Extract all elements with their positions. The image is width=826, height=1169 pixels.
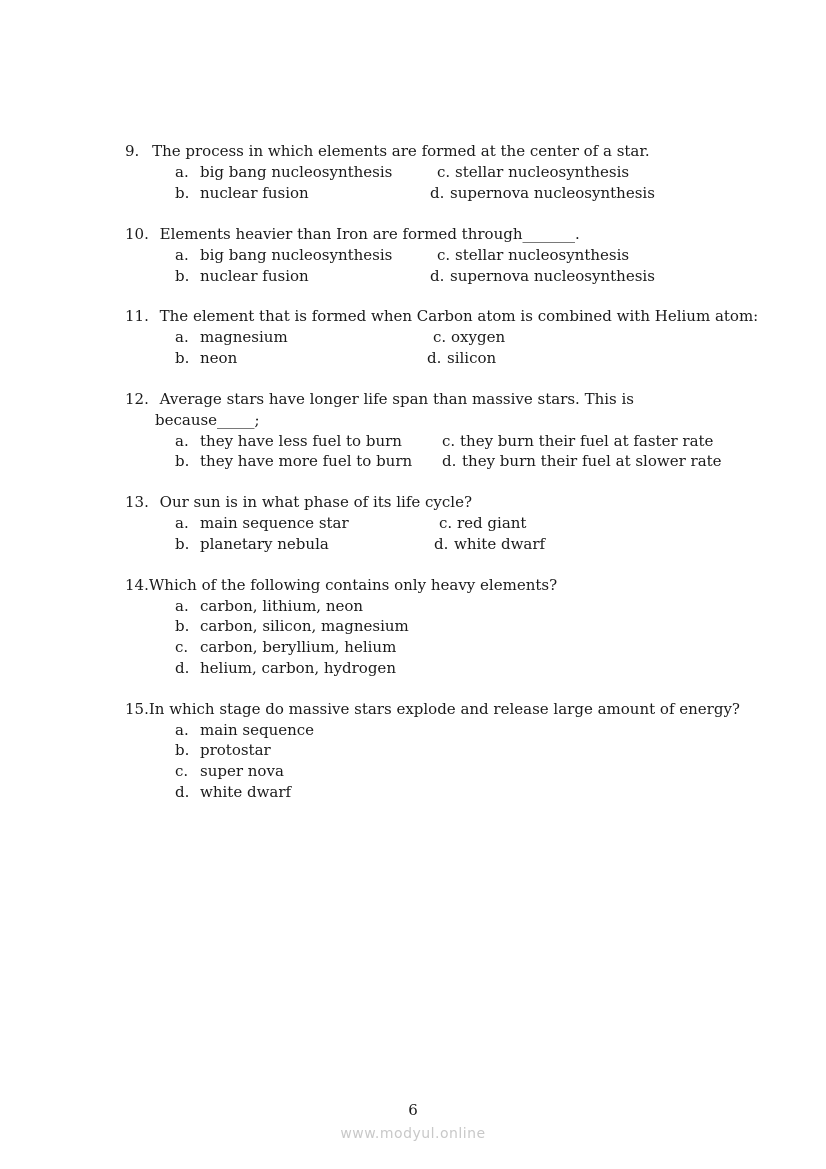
question-text: Elements heavier than Iron are formed through_______. <box>159 225 580 243</box>
option: b. neon <box>175 349 238 367</box>
option: d. supernova nucleosynthesis <box>430 267 655 285</box>
option: a. carbon, lithium, neon <box>175 597 364 615</box>
question-text: In which stage do massive stars explode and release large amount of energy? <box>148 700 740 718</box>
question-number: 13. <box>125 493 149 511</box>
question-14 <box>125 576 557 594</box>
option: d. supernova nucleosynthesis <box>430 184 655 202</box>
option: b. protostar <box>175 741 271 759</box>
option: c. carbon, beryllium, helium <box>175 638 397 656</box>
question-text: Average stars have longer life span than massive stars. This is <box>159 390 635 408</box>
option: c. stellar nucleosynthesis <box>437 163 630 181</box>
question-12 <box>125 390 634 408</box>
question-13 <box>125 493 472 511</box>
option: a. big bang nucleosynthesis <box>175 246 393 264</box>
option: c. they burn their fuel at faster rate <box>442 432 714 450</box>
option: b. they have more fuel to burn <box>175 452 413 470</box>
option: d. silicon <box>427 349 497 367</box>
option: b. planetary nebula <box>175 535 329 553</box>
option: b. nuclear fusion <box>175 184 309 202</box>
question-number: 11. <box>125 307 149 325</box>
question-text: The process in which elements are formed at the center of a star. <box>152 142 650 160</box>
question-9 <box>125 142 650 160</box>
question-continuation: because_____; <box>155 411 260 429</box>
option: a. big bang nucleosynthesis <box>175 163 393 181</box>
question-number: 10. <box>125 225 149 243</box>
question-number: 12. <box>125 390 149 408</box>
option: a. they have less fuel to burn <box>175 432 402 450</box>
question-number: 14. <box>125 576 149 594</box>
question-number: 15. <box>125 700 149 718</box>
question-15 <box>125 700 740 718</box>
option: a. main sequence <box>175 721 315 739</box>
option: c. stellar nucleosynthesis <box>437 246 630 264</box>
question-10 <box>125 225 580 243</box>
option: c. oxygen <box>433 328 506 346</box>
option: d. they burn their fuel at slower rate <box>442 452 722 470</box>
question-11 <box>125 307 758 325</box>
option: b. nuclear fusion <box>175 267 309 285</box>
option: c. super nova <box>175 762 284 780</box>
option: d. white dwarf <box>175 783 292 801</box>
page-number: 6 <box>408 1101 418 1119</box>
option: d. helium, carbon, hydrogen <box>175 659 396 677</box>
question-text: Which of the following contains only heavy elements? <box>148 576 558 594</box>
option: b. carbon, silicon, magnesium <box>175 617 409 635</box>
question-number: 9. <box>125 142 140 160</box>
question-text: Our sun is in what phase of its life cycle? <box>159 493 473 511</box>
question-text: The element that is formed when Carbon atom is combined with Helium atom: <box>159 307 759 325</box>
option: a. main sequence star <box>175 514 349 532</box>
watermark: www.modyul.online <box>340 1126 486 1142</box>
option: d. white dwarf <box>434 535 546 553</box>
option: c. red giant <box>439 514 527 532</box>
option: a. magnesium <box>175 328 288 346</box>
